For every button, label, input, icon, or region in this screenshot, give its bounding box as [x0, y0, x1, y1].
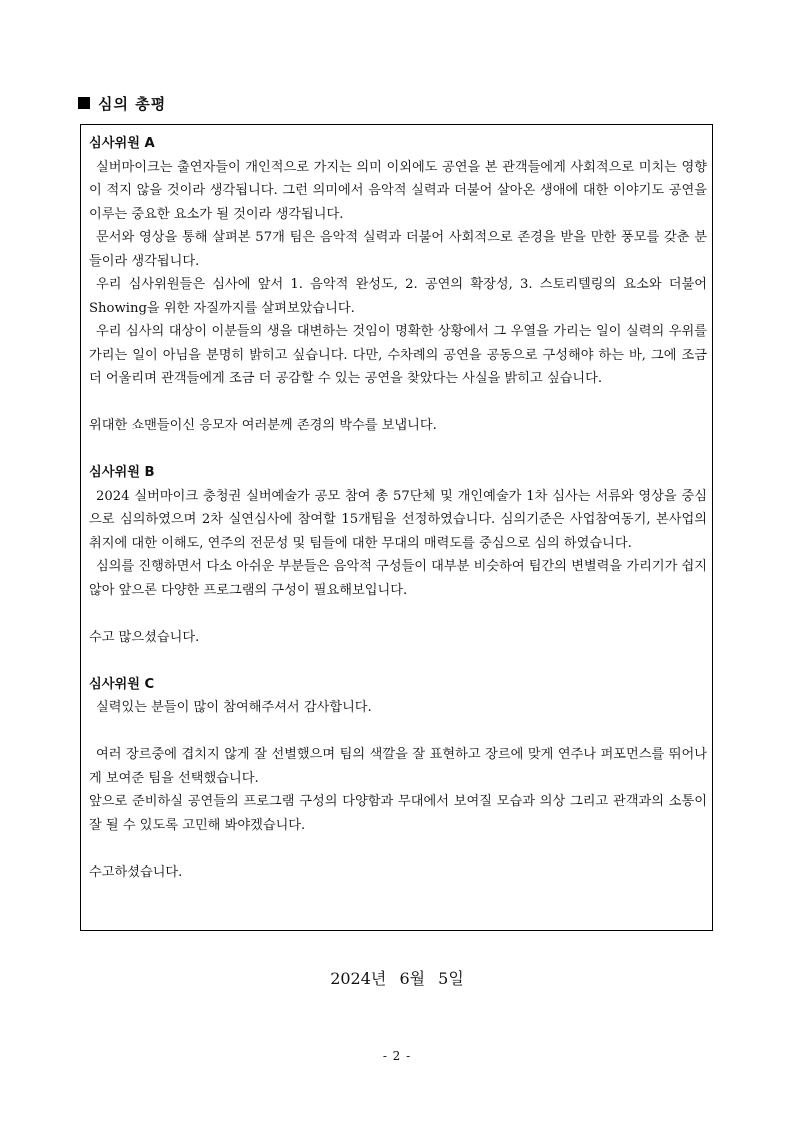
spacer	[89, 602, 707, 626]
page-number: - 2 -	[382, 1049, 412, 1063]
spacer	[89, 649, 707, 673]
judge-c-paragraph: 여러 장르중에 겹치지 않게 잘 선별했으며 팀의 색깔을 잘 표현하고 장르에 맞게 연주나 퍼포먼스를 뛰어나게 보여준 팀을 선택했습니다.	[89, 747, 707, 786]
section-heading	[78, 92, 166, 114]
judge-a-paragraph: 실버마이크는 출연자들이 개인적으로 가지는 의미 이외에도 공연을 본 관객들에게 사회적으로 미치는 영향이 적지 않을 것이라 생각됩니다. 그런 의미에서 음악적 실력과 더불어 살아온 생애에 대한 이야기도 공연을 이루는 중요한 요소가 될 것이라 생각됩니다.	[89, 159, 707, 222]
judge-a-paragraph: 우리 심사위원들은 심사에 앞서 1. 음악적 완성도, 2. 공연의 확장성, 3. 스토리텔링의 요소와 더불어 Showing을 위한 자질까지를 살펴보았습니다.	[89, 277, 707, 316]
spacer	[89, 391, 707, 415]
judge-c-closing: 수고하셨습니다.	[89, 864, 183, 880]
judge-a-paragraph: 우리 심사의 대상이 이분들의 생을 대변하는 것임이 명확한 상황에서 그 우열을 가리는 일이 실력의 우위를 가리는 일이 아님을 분명히 밝히고 싶습니다. 다만, 수차례의 공연을 공동으로 구성해야 하는 바, 그에 조금 더 어울리며 관객들에게 조금 더 공감할 수 있는 공연을 찾았다는 사실을 밝히고 싶습니다.	[89, 324, 707, 386]
judge-c-intro: 실력있는 분들이 많이 참여해주셔서 감사합니다.	[96, 700, 372, 715]
judge-a-closing: 위대한 쇼맨들이신 응모자 여러분께 존경의 박수를 보냅니다.	[89, 418, 437, 433]
judge-b-name: 심사위원 B	[89, 465, 155, 480]
section-title: 심의 총평	[98, 94, 167, 113]
judge-c-paragraph: 앞으로 준비하실 공연들의 프로그램 구성의 다양함과 무대에서 보여질 모습과 의상 그리고 관객과의 소통이 잘 될 수 있도록 고민해 봐야겠습니다.	[89, 794, 707, 833]
judge-b-paragraph: 심의를 진행하면서 다소 아쉬운 부분들은 음악적 구성들이 대부분 비슷하여 팀간의 변별력을 가리기가 쉽지 않아 앞으론 다양한 프로그램의 구성이 필요해보입니다.	[89, 559, 707, 598]
judge-c-name: 심사위원 C	[89, 676, 155, 692]
judge-b-paragraph: 2024 실버마이크 충청권 실버예술가 공모 참여 총 57단체 및 개인예술가 1차 심사는 서류와 영상을 중심으로 심의하였으며 2차 실연심사에 참여할 15개팀을 선정하였습니다. 심의기준은 사업참여동기, 본사업의 취지에 대한 이해도, 연주의 전문성 및 팀들에 대한 무대의 매력도를 중심으로 심의 하였습니다.	[89, 488, 707, 551]
judge-a-paragraph: 문서와 영상을 통해 살펴본 57개 팀은 음악적 실력과 더불어 사회적으로 존경을 받을 만한 풍모를 갖춘 분들이라 생각됩니다.	[89, 230, 707, 269]
spacer	[89, 837, 707, 861]
document-date: 2024년 6월 5일	[330, 969, 464, 988]
square-bullet-icon	[78, 97, 90, 109]
judge-a-name: 심사위원 A	[89, 136, 155, 151]
review-box	[80, 124, 713, 931]
spacer	[89, 720, 707, 744]
judge-b-closing: 수고 많으셨습니다.	[89, 629, 200, 645]
spacer	[89, 438, 707, 462]
